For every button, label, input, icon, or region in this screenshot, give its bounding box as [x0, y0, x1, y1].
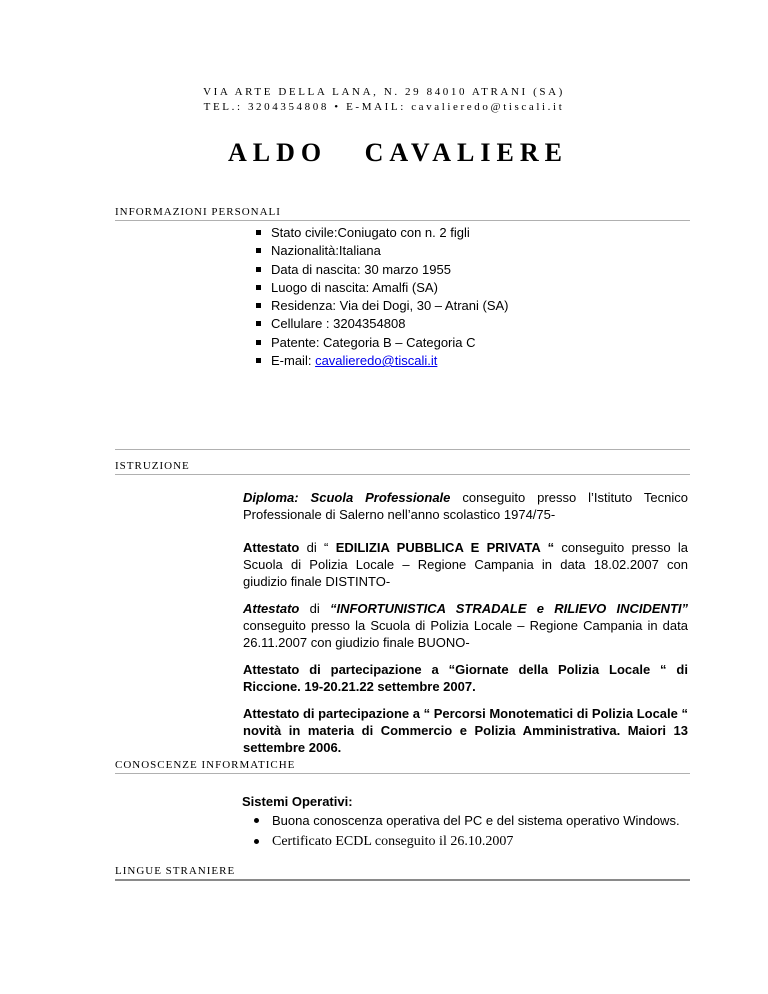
education-entry-edilizia [243, 539, 688, 590]
square-bullet-icon [256, 303, 261, 308]
attestato-course: EDILIZIA PUBBLICA E PRIVATA “ [335, 540, 555, 555]
email-link[interactable]: cavalieredo@tiscali.it [315, 353, 438, 369]
education-entry-infortunistica [243, 600, 688, 651]
attestato-label: Attestato [243, 540, 300, 555]
list-item [256, 315, 509, 333]
education-entry-percorsi: Attestato di partecipazione a “ Percorsi Monotematici di Polizia Locale “ novità in materia di Commercio e Polizia Amministrativa. Maiori 13 settembre 2006. [243, 706, 688, 755]
section-heading-languages: LINGUE STRANIERE [115, 865, 690, 881]
it-skill-text: Certificato ECDL conseguito il 26.10.2007 [272, 834, 514, 849]
round-bullet-icon [254, 839, 259, 844]
attestato-course: “INFORTUNISTICA STRADALE e RILIEVO INCIDENTI” [329, 601, 688, 616]
list-item [256, 334, 509, 352]
diploma-text: conseguito presso l’Istituto Tecnico Professionale di Salerno nell’anno scolastico 1974/75- [243, 490, 688, 522]
personal-item-text: Data di nascita: 30 marzo 1955 [271, 261, 451, 277]
list-item [256, 242, 509, 260]
email-label: E-mail: [271, 353, 316, 369]
education-entry-giornate: Attestato di partecipazione a “Giornate della Polizia Locale “ di Riccione. 19-20.21.22 settembre 2007. [243, 662, 688, 694]
list-item [256, 261, 509, 279]
square-bullet-icon [256, 230, 261, 235]
it-skills-list [242, 812, 688, 850]
person-name: ALDO CAVALIERE [228, 138, 568, 167]
section-heading-personal: INFORMAZIONI PERSONALI [115, 206, 690, 221]
list-item [256, 297, 509, 315]
it-skill-text: Buona conoscenza operativa del PC e del sistema operativo Windows. [272, 813, 680, 828]
attestato-di: di [299, 601, 330, 616]
address-line: VIA ARTE DELLA LANA, N. 29 84010 ATRANI (SA) [203, 86, 565, 98]
square-bullet-icon [256, 358, 261, 363]
diploma-title: Diploma: Scuola Professionale [243, 490, 451, 505]
section-heading-it: CONOSCENZE INFORMATICHE [115, 759, 690, 774]
attestato-label: Attestato [243, 601, 300, 616]
os-label: Sistemi Operativi: [242, 794, 353, 809]
list-item [256, 224, 509, 242]
square-bullet-icon [256, 285, 261, 290]
square-bullet-icon [256, 321, 261, 326]
list-item [242, 833, 688, 850]
personal-item-text: Patente: Categoria B – Categoria C [271, 334, 476, 350]
personal-item-text: Cellulare : 3204354808 [271, 316, 406, 332]
personal-item-text: Stato civile:Coniugato con n. 2 figli [271, 225, 470, 240]
list-item [242, 812, 688, 829]
square-bullet-icon [256, 248, 261, 253]
square-bullet-icon [256, 267, 261, 272]
section-heading-education: ISTRUZIONE [115, 460, 690, 475]
personal-info-list [256, 224, 509, 370]
attestato-text: conseguito presso la Scuola di Polizia Locale – Regione Campania in data 18.02.2007 con giudizio finale DISTINTO- [243, 540, 688, 589]
attestato-di: di “ [299, 540, 336, 555]
personal-item-text: Nazionalità:Italiana [271, 243, 381, 259]
list-item [256, 352, 509, 370]
list-item [256, 279, 509, 297]
square-bullet-icon [256, 340, 261, 345]
contact-line: TEL.: 3204354808 • E-MAIL: cavalieredo@tiscali.it [203, 101, 565, 113]
round-bullet-icon [254, 818, 259, 823]
personal-item-text: Luogo di nascita: Amalfi (SA) [271, 279, 438, 295]
attestato-text: conseguito presso la Scuola di Polizia Locale – Regione Campania in data 26.11.2007 con giudizio finale BUONO- [243, 618, 688, 650]
personal-item-text: Residenza: Via dei Dogi, 30 – Atrani (SA) [271, 298, 509, 314]
education-entry-diploma [243, 489, 688, 523]
divider [115, 449, 690, 450]
